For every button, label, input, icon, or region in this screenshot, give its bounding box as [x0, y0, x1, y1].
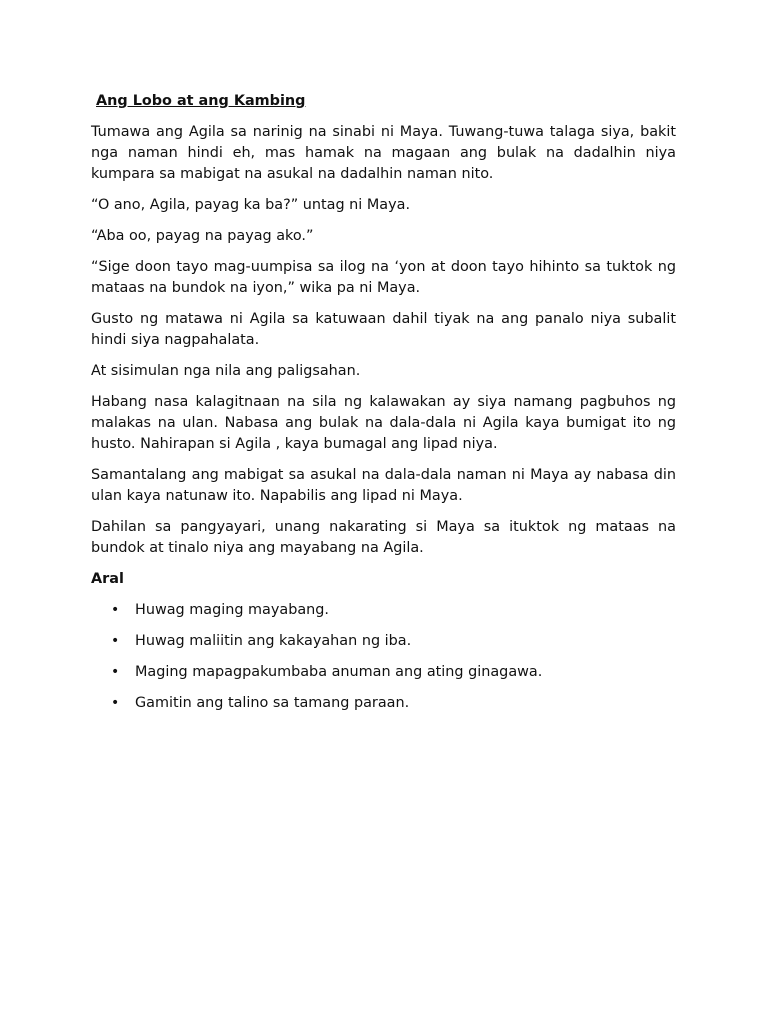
list-item: [91, 693, 676, 714]
list-item-text: Huwag maliitin ang kakayahan ng iba.: [135, 633, 412, 649]
bullet-icon: •: [111, 602, 120, 618]
paragraph: “Aba oo, payag na payag ako.”: [91, 228, 314, 244]
moral-list: [91, 600, 676, 714]
bullet-icon: •: [111, 633, 120, 649]
paragraph: Dahilan sa pangyayari, unang nakarating si Maya sa ituktok ng mataas na bundok at tinalo niya ang mayabang na Agila.: [91, 519, 676, 556]
paragraph: “O ano, Agila, payag ka ba?” untag ni Maya.: [91, 197, 411, 213]
bullet-icon: •: [111, 664, 120, 680]
document-title: Ang Lobo at ang Kambing: [96, 93, 306, 109]
bullet-icon: •: [111, 695, 120, 711]
list-item: [91, 600, 676, 621]
paragraph: Habang nasa kalagitnaan na sila ng kalawakan ay siya namang pagbuhos ng malakas na ulan. Nabasa ang bulak na dala-dala ni Agila kaya bumigat ito ng husto. Nahirapan si Agila , kaya bumagal ang lipad niya.: [91, 394, 676, 452]
list-item-text: Gamitin ang talino sa tamang paraan.: [135, 695, 410, 711]
list-item: [91, 662, 676, 683]
paragraph: “Sige doon tayo mag-uumpisa sa ilog na ‘yon at doon tayo hihinto sa tuktok ng mataas na bundok na iyon,” wika pa ni Maya.: [91, 259, 676, 296]
list-item-text: Maging mapagpakumbaba anuman ang ating ginagawa.: [135, 664, 543, 680]
list-item: [91, 631, 676, 652]
moral-heading: Aral: [91, 571, 124, 587]
list-item-text: Huwag maging mayabang.: [135, 602, 329, 618]
paragraph: Tumawa ang Agila sa narinig na sinabi ni Maya. Tuwang-tuwa talaga siya, bakit nga naman hindi eh, mas hamak na magaan ang bulak na dadalhin niya kumpara sa mabigat na asukal na dadalhin naman nito.: [91, 124, 676, 182]
paragraph: Samantalang ang mabigat sa asukal na dala-dala naman ni Maya ay nabasa din ulan kaya natunaw ito. Napabilis ang lipad ni Maya.: [91, 467, 676, 504]
document-page: [91, 91, 676, 724]
paragraph: Gusto ng matawa ni Agila sa katuwaan dahil tiyak na ang panalo niya subalit hindi siya nagpahalata.: [91, 311, 676, 348]
paragraph: At sisimulan nga nila ang paligsahan.: [91, 363, 361, 379]
